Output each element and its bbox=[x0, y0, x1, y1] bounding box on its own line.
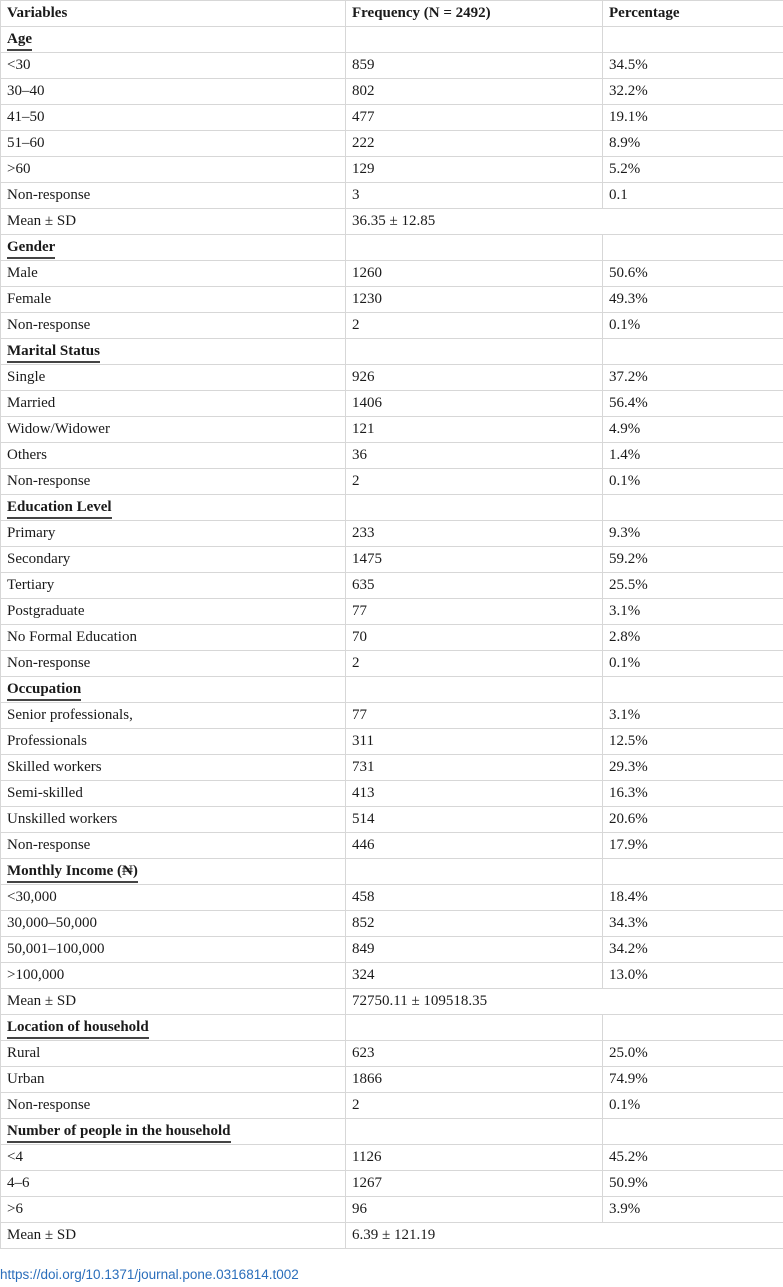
frequency-cell: 36 bbox=[346, 443, 603, 469]
table-row bbox=[1, 131, 783, 157]
table-row bbox=[1, 1093, 783, 1119]
empty-cell bbox=[346, 1119, 603, 1145]
table-row bbox=[1, 105, 783, 131]
section-label-cell bbox=[1, 235, 346, 261]
frequency-cell: 1866 bbox=[346, 1067, 603, 1093]
row-label: Senior professionals, bbox=[1, 703, 346, 729]
table-row bbox=[1, 547, 783, 573]
table-row bbox=[1, 1145, 783, 1171]
frequency-cell: 635 bbox=[346, 573, 603, 599]
table-row bbox=[1, 755, 783, 781]
section-heading: Occupation bbox=[7, 680, 81, 701]
row-label: Unskilled workers bbox=[1, 807, 346, 833]
section-heading: Monthly Income (₦) bbox=[7, 862, 138, 883]
row-label: <30,000 bbox=[1, 885, 346, 911]
empty-cell bbox=[346, 27, 603, 53]
empty-cell bbox=[603, 1015, 783, 1041]
table-row bbox=[1, 313, 783, 339]
frequency-cell: 2 bbox=[346, 651, 603, 677]
percentage-cell: 45.2% bbox=[603, 1145, 783, 1171]
frequency-cell: 623 bbox=[346, 1041, 603, 1067]
table-header-row bbox=[1, 1, 783, 27]
percentage-cell: 3.1% bbox=[603, 599, 783, 625]
empty-cell bbox=[603, 859, 783, 885]
empty-cell bbox=[603, 495, 783, 521]
table-row bbox=[1, 599, 783, 625]
frequency-cell: 70 bbox=[346, 625, 603, 651]
table-row bbox=[1, 1041, 783, 1067]
mean-sd-value: 6.39 ± 121.19 bbox=[346, 1223, 783, 1249]
table-row bbox=[1, 443, 783, 469]
section-row bbox=[1, 235, 783, 261]
row-label: Professionals bbox=[1, 729, 346, 755]
empty-cell bbox=[346, 235, 603, 261]
section-row bbox=[1, 339, 783, 365]
section-label-cell bbox=[1, 1119, 346, 1145]
row-label: Semi-skilled bbox=[1, 781, 346, 807]
row-label: <4 bbox=[1, 1145, 346, 1171]
percentage-cell: 32.2% bbox=[603, 79, 783, 105]
frequency-cell: 413 bbox=[346, 781, 603, 807]
percentage-cell: 19.1% bbox=[603, 105, 783, 131]
percentage-cell: 50.6% bbox=[603, 261, 783, 287]
percentage-cell: 4.9% bbox=[603, 417, 783, 443]
frequency-cell: 324 bbox=[346, 963, 603, 989]
percentage-cell: 0.1% bbox=[603, 651, 783, 677]
percentage-cell: 18.4% bbox=[603, 885, 783, 911]
row-label: Mean ± SD bbox=[1, 1223, 346, 1249]
section-label-cell bbox=[1, 677, 346, 703]
percentage-cell: 3.9% bbox=[603, 1197, 783, 1223]
frequency-cell: 233 bbox=[346, 521, 603, 547]
empty-cell bbox=[346, 859, 603, 885]
row-label: Skilled workers bbox=[1, 755, 346, 781]
frequency-cell: 802 bbox=[346, 79, 603, 105]
row-label: Widow/Widower bbox=[1, 417, 346, 443]
frequency-cell: 77 bbox=[346, 703, 603, 729]
empty-cell bbox=[346, 1015, 603, 1041]
frequency-cell: 849 bbox=[346, 937, 603, 963]
percentage-cell: 25.5% bbox=[603, 573, 783, 599]
section-row bbox=[1, 1119, 783, 1145]
table-row bbox=[1, 157, 783, 183]
empty-cell bbox=[346, 339, 603, 365]
percentage-cell: 50.9% bbox=[603, 1171, 783, 1197]
mean-sd-value: 72750.11 ± 109518.35 bbox=[346, 989, 783, 1015]
table-row bbox=[1, 469, 783, 495]
table-row bbox=[1, 885, 783, 911]
section-label-cell bbox=[1, 859, 346, 885]
row-label: Married bbox=[1, 391, 346, 417]
table-row bbox=[1, 1197, 783, 1223]
empty-cell bbox=[603, 339, 783, 365]
row-label: Non-response bbox=[1, 183, 346, 209]
row-label: >100,000 bbox=[1, 963, 346, 989]
row-label: Mean ± SD bbox=[1, 209, 346, 235]
frequency-cell: 121 bbox=[346, 417, 603, 443]
percentage-cell: 0.1% bbox=[603, 469, 783, 495]
section-heading: Marital Status bbox=[7, 342, 100, 363]
row-label: Non-response bbox=[1, 833, 346, 859]
table-row bbox=[1, 287, 783, 313]
table-row bbox=[1, 729, 783, 755]
mean-sd-row bbox=[1, 1223, 783, 1249]
percentage-cell: 9.3% bbox=[603, 521, 783, 547]
percentage-cell: 25.0% bbox=[603, 1041, 783, 1067]
header-variables: Variables bbox=[1, 1, 346, 27]
frequency-cell: 514 bbox=[346, 807, 603, 833]
table-row bbox=[1, 1171, 783, 1197]
frequency-cell: 731 bbox=[346, 755, 603, 781]
row-label: 51–60 bbox=[1, 131, 346, 157]
mean-sd-row bbox=[1, 209, 783, 235]
table-row bbox=[1, 1067, 783, 1093]
table-row bbox=[1, 781, 783, 807]
percentage-cell: 59.2% bbox=[603, 547, 783, 573]
frequency-cell: 2 bbox=[346, 469, 603, 495]
percentage-cell: 0.1% bbox=[603, 1093, 783, 1119]
table-row bbox=[1, 79, 783, 105]
empty-cell bbox=[346, 495, 603, 521]
row-label: Tertiary bbox=[1, 573, 346, 599]
frequency-cell: 3 bbox=[346, 183, 603, 209]
section-heading: Location of household bbox=[7, 1018, 149, 1039]
percentage-cell: 56.4% bbox=[603, 391, 783, 417]
row-label: Non-response bbox=[1, 651, 346, 677]
percentage-cell: 16.3% bbox=[603, 781, 783, 807]
percentage-cell: 74.9% bbox=[603, 1067, 783, 1093]
frequency-cell: 446 bbox=[346, 833, 603, 859]
row-label: 50,001–100,000 bbox=[1, 937, 346, 963]
table-row bbox=[1, 937, 783, 963]
table-row bbox=[1, 911, 783, 937]
section-label-cell bbox=[1, 27, 346, 53]
row-label: 30,000–50,000 bbox=[1, 911, 346, 937]
frequency-cell: 1475 bbox=[346, 547, 603, 573]
row-label: Female bbox=[1, 287, 346, 313]
frequency-cell: 96 bbox=[346, 1197, 603, 1223]
table-row bbox=[1, 53, 783, 79]
percentage-cell: 1.4% bbox=[603, 443, 783, 469]
section-heading: Age bbox=[7, 30, 32, 51]
empty-cell bbox=[603, 677, 783, 703]
percentage-cell: 13.0% bbox=[603, 963, 783, 989]
section-row bbox=[1, 859, 783, 885]
section-heading: Gender bbox=[7, 238, 55, 259]
frequency-cell: 1267 bbox=[346, 1171, 603, 1197]
header-frequency: Frequency (N = 2492) bbox=[346, 1, 603, 27]
row-label: Non-response bbox=[1, 1093, 346, 1119]
frequency-cell: 1406 bbox=[346, 391, 603, 417]
row-label: Mean ± SD bbox=[1, 989, 346, 1015]
frequency-cell: 477 bbox=[346, 105, 603, 131]
row-label: Male bbox=[1, 261, 346, 287]
table-row bbox=[1, 261, 783, 287]
table-row bbox=[1, 521, 783, 547]
row-label: Non-response bbox=[1, 469, 346, 495]
row-label: 41–50 bbox=[1, 105, 346, 131]
empty-cell bbox=[603, 235, 783, 261]
empty-cell bbox=[603, 1119, 783, 1145]
frequency-cell: 2 bbox=[346, 1093, 603, 1119]
table-row bbox=[1, 625, 783, 651]
percentage-cell: 37.2% bbox=[603, 365, 783, 391]
frequency-cell: 129 bbox=[346, 157, 603, 183]
mean-sd-value: 36.35 ± 12.85 bbox=[346, 209, 783, 235]
row-label: Urban bbox=[1, 1067, 346, 1093]
row-label: Non-response bbox=[1, 313, 346, 339]
table-row bbox=[1, 703, 783, 729]
row-label: Secondary bbox=[1, 547, 346, 573]
header-percentage: Percentage bbox=[603, 1, 783, 27]
section-row bbox=[1, 677, 783, 703]
frequency-cell: 458 bbox=[346, 885, 603, 911]
doi-link[interactable]: https://doi.org/10.1371/journal.pone.0316814.t002 bbox=[0, 1267, 299, 1282]
row-label: Others bbox=[1, 443, 346, 469]
percentage-cell: 0.1% bbox=[603, 313, 783, 339]
frequency-cell: 2 bbox=[346, 313, 603, 339]
empty-cell bbox=[603, 27, 783, 53]
row-label: 4–6 bbox=[1, 1171, 346, 1197]
table-row bbox=[1, 391, 783, 417]
frequency-cell: 926 bbox=[346, 365, 603, 391]
section-row bbox=[1, 1015, 783, 1041]
frequency-cell: 859 bbox=[346, 53, 603, 79]
section-heading: Number of people in the household bbox=[7, 1122, 231, 1143]
row-label: <30 bbox=[1, 53, 346, 79]
table-row bbox=[1, 963, 783, 989]
percentage-cell: 29.3% bbox=[603, 755, 783, 781]
table-row bbox=[1, 417, 783, 443]
row-label: 30–40 bbox=[1, 79, 346, 105]
row-label: Postgraduate bbox=[1, 599, 346, 625]
row-label: Primary bbox=[1, 521, 346, 547]
table-row bbox=[1, 651, 783, 677]
percentage-cell: 34.5% bbox=[603, 53, 783, 79]
frequency-cell: 1230 bbox=[346, 287, 603, 313]
percentage-cell: 49.3% bbox=[603, 287, 783, 313]
row-label: No Formal Education bbox=[1, 625, 346, 651]
section-row bbox=[1, 495, 783, 521]
percentage-cell: 3.1% bbox=[603, 703, 783, 729]
table-row bbox=[1, 573, 783, 599]
percentage-cell: 34.2% bbox=[603, 937, 783, 963]
section-label-cell bbox=[1, 339, 346, 365]
percentage-cell: 5.2% bbox=[603, 157, 783, 183]
table-row bbox=[1, 833, 783, 859]
frequency-cell: 1126 bbox=[346, 1145, 603, 1171]
frequency-cell: 852 bbox=[346, 911, 603, 937]
percentage-cell: 12.5% bbox=[603, 729, 783, 755]
frequency-cell: 77 bbox=[346, 599, 603, 625]
table-row bbox=[1, 365, 783, 391]
row-label: >60 bbox=[1, 157, 346, 183]
percentage-cell: 34.3% bbox=[603, 911, 783, 937]
percentage-cell: 0.1 bbox=[603, 183, 783, 209]
frequency-cell: 1260 bbox=[346, 261, 603, 287]
row-label: >6 bbox=[1, 1197, 346, 1223]
mean-sd-row bbox=[1, 989, 783, 1015]
table-row bbox=[1, 807, 783, 833]
percentage-cell: 8.9% bbox=[603, 131, 783, 157]
row-label: Single bbox=[1, 365, 346, 391]
section-label-cell bbox=[1, 1015, 346, 1041]
frequency-cell: 311 bbox=[346, 729, 603, 755]
section-heading: Education Level bbox=[7, 498, 112, 519]
percentage-cell: 20.6% bbox=[603, 807, 783, 833]
table-row bbox=[1, 183, 783, 209]
percentage-cell: 17.9% bbox=[603, 833, 783, 859]
empty-cell bbox=[346, 677, 603, 703]
row-label: Rural bbox=[1, 1041, 346, 1067]
section-row bbox=[1, 27, 783, 53]
section-label-cell bbox=[1, 495, 346, 521]
percentage-cell: 2.8% bbox=[603, 625, 783, 651]
frequency-cell: 222 bbox=[346, 131, 603, 157]
table-body bbox=[1, 27, 783, 1249]
